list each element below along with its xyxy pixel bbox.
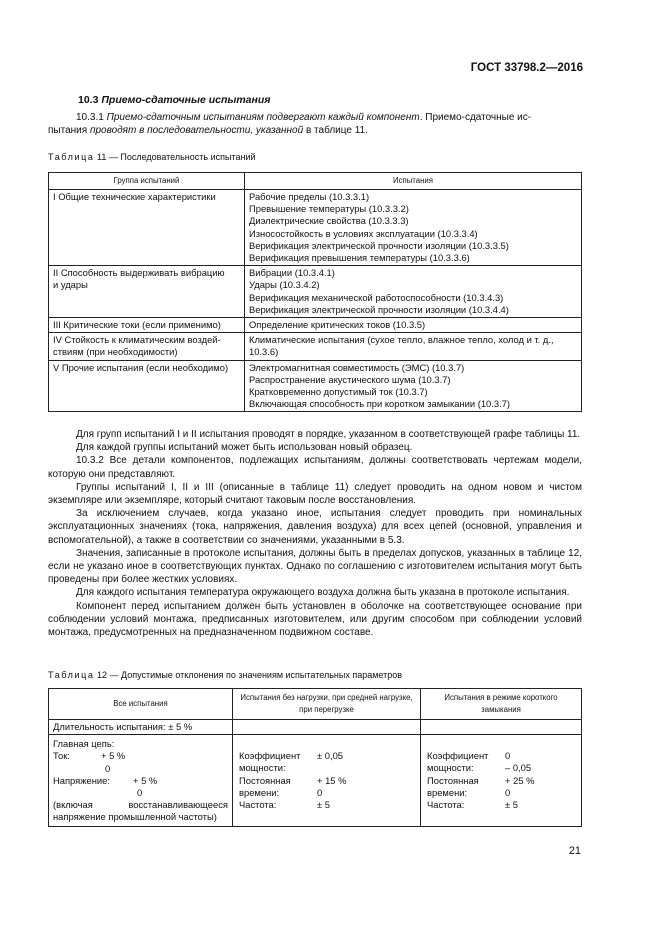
body-paragraph-text: Для каждой группы испытаний может быть использован новый образец. xyxy=(76,442,413,454)
table-row xyxy=(49,190,582,266)
current-tolerance-minus xyxy=(53,763,228,775)
group-cell xyxy=(49,333,245,360)
body-paragraph xyxy=(48,600,582,640)
freq-label: Частота: xyxy=(239,799,277,811)
main-circuit-title: Главная цепь: xyxy=(53,738,115,750)
group-line: II Способность выдерживать вибрацию xyxy=(53,267,225,279)
table-11-caption xyxy=(48,152,256,162)
body-paragraph xyxy=(48,507,582,547)
tc-label: Постоянная времени: xyxy=(239,774,291,798)
group-line: ствиям (при необходимости) xyxy=(53,346,178,358)
body-paragraph-text: Группы испытаний I, II и III (описанные в таблице 11) следует проводить на одном новом и чистом экземпляре или экземпляре, который считают таковым после восстановления. xyxy=(48,481,582,507)
body-paragraph-text: Компонент перед испытанием должен быть установлен в оболочке на соответствующее основание при соблюдении условий монтажа, предписанных изготовителем, или другим способом при соблюдении условий монтажа, предусмотренных на предназначенном подвижном составе. xyxy=(48,600,582,639)
table-row xyxy=(49,720,582,735)
tests-cell xyxy=(245,190,582,266)
pf-row xyxy=(427,750,577,774)
voltage-minus: 0 xyxy=(137,787,143,799)
table-row xyxy=(49,360,582,412)
table-11-header-group: Группа испытаний xyxy=(49,173,245,190)
test-line: Электромагнитная совместимость (ЭМС) (10.3.7) xyxy=(249,361,465,373)
pf-row xyxy=(239,750,416,774)
table-row xyxy=(49,735,582,826)
test-line: 10.3.6) xyxy=(249,346,279,358)
para-italic-a: Приемо-сдаточным испытаниям подвергают каждый компонент xyxy=(106,112,420,123)
freq-row xyxy=(239,799,416,811)
body-paragraph xyxy=(48,441,582,454)
group-line: IV Стойкость к климатическим воздей- xyxy=(53,334,221,346)
pf-value: ± 0,05 xyxy=(317,750,343,762)
body-paragraph xyxy=(48,547,582,587)
pf-value: 0 – 0,05 xyxy=(505,750,532,774)
test-line: Превышение температуры (10.3.3.2) xyxy=(249,203,409,215)
body-paragraph-text: Значения, записанные в протоколе испытания, должны быть в пределах допусков, указанных в таблице 12, если не указано иное в соответствующих пунктах. Однако по соглашению с изготовителем испытания могут быть проведены при более жестких условиях. xyxy=(48,547,582,586)
group-line: V Прочие испытания (если необходимо) xyxy=(53,361,229,373)
freq-label: Частота: xyxy=(427,799,465,811)
tc-value: + 15 % 0 xyxy=(317,774,347,798)
caption-text: 11 — Последовательность испытаний xyxy=(97,152,256,162)
current-minus: 0 xyxy=(105,762,111,774)
group-cell xyxy=(49,190,245,266)
current-plus: + 5 % xyxy=(101,750,126,762)
voltage-tolerance-minus xyxy=(53,787,228,799)
para-italic-b: проводят в последовательности, указанной xyxy=(89,125,304,137)
body-paragraph-text: 10.3.2 Все детали компонентов, подлежащих испытаниям, должны соответствовать чертежам модели, которую они представляют. xyxy=(48,455,582,480)
current-tolerance xyxy=(53,750,228,762)
table-row xyxy=(49,266,582,318)
test-line: Верификация превышения температуры (10.3.3.6) xyxy=(249,252,470,264)
test-line: Верификация электрической прочности изоляции (10.3.3.5) xyxy=(249,239,509,251)
body-paragraph xyxy=(48,586,582,599)
current-label: Ток: xyxy=(53,750,70,762)
table-12 xyxy=(48,688,582,827)
tc-label: Постоянная времени: xyxy=(427,774,479,798)
body-paragraph-text: Для каждого испытания температура окружающего воздуха должна быть указана в протоколе испытания. xyxy=(76,587,570,599)
body-paragraph xyxy=(48,481,582,507)
section-title: Приемо-сдаточные испытания xyxy=(101,94,271,106)
para-plain-a: . Приемо-сдаточные ис- xyxy=(419,112,532,123)
table-12-header-short-circuit: Испытания в режиме короткого замыкания xyxy=(421,689,582,720)
para-plain-c: в таблице 11. xyxy=(303,125,368,137)
body-paragraph-text: Для групп испытаний I и II испытания проводят в порядке, указанном в соответствующей графе таблицы 11. xyxy=(76,429,581,440)
tests-cell xyxy=(245,266,582,318)
caption-text: 12 — Допустимые отклонения по значениям испытательных параметров xyxy=(97,670,403,680)
test-line: Климатические испытания (сухое тепло, влажное тепло, холод и т. д., xyxy=(249,334,554,346)
section-number: 10.3 xyxy=(78,94,99,106)
test-line: Рабочие пределы (10.3.3.1) xyxy=(249,191,370,202)
duration-cell: Длительность испытания: ± 5 % xyxy=(49,720,233,735)
tests-cell xyxy=(245,318,582,333)
freq-value: ± 5 xyxy=(317,799,330,811)
freq-row xyxy=(427,799,577,811)
table-row xyxy=(49,333,582,360)
body-paragraph-text: За исключением случаев, когда указано иное, испытания следует проводить при номинальных эксплуатационных значениях (тока, напряжения, давления воздуха) для всех цепей (основной, управления и вспомогательной), а также в соответствии со значениями, указанными в 5.3. xyxy=(48,508,582,546)
test-line: Диэлектрические свойства (10.3.3.3) xyxy=(249,215,409,227)
main-circuit-cell xyxy=(49,735,233,826)
test-line: Верификация механической работоспособности (10.3.4.3) xyxy=(249,291,504,303)
test-line: Кратковременно допустимый ток (10.3.7) xyxy=(249,386,428,398)
no-load-cell xyxy=(233,735,421,826)
group-cell xyxy=(49,318,245,333)
page-number: 21 xyxy=(568,845,581,857)
group-line: и удары xyxy=(53,279,88,291)
section-heading xyxy=(78,94,270,106)
group-line: III Критические токи (если применимо) xyxy=(53,319,221,331)
voltage-plus: + 5 % xyxy=(133,774,158,786)
tc-row xyxy=(427,775,577,799)
tests-cell xyxy=(245,360,582,412)
caption-label: Таблица xyxy=(48,670,95,680)
table-12-header-all: Все испытания xyxy=(49,689,233,720)
pf-label: Коэффициент мощности: xyxy=(239,750,301,774)
test-line: Определение критических токов (10.3.5) xyxy=(249,319,426,331)
group-cell xyxy=(49,360,245,412)
table-11 xyxy=(48,172,582,412)
voltage-label: Напряжение: xyxy=(53,774,110,786)
caption-label: Таблица xyxy=(48,152,95,162)
paragraph-10-3-1 xyxy=(48,111,582,137)
pf-label: Коэффициент мощности: xyxy=(427,750,489,774)
test-line: Износостойкость в условиях эксплуатации (10.3.3.4) xyxy=(249,227,478,239)
test-line: Распространение акустического шума (10.3.7) xyxy=(249,373,451,385)
empty-cell xyxy=(421,720,582,735)
standard-code: ГОСТ 33798.2—2016 xyxy=(470,62,583,74)
test-line: Удары (10.3.4.2) xyxy=(249,279,320,291)
table-11-header-tests: Испытания xyxy=(245,173,582,190)
voltage-tolerance xyxy=(53,775,228,787)
main-circuit-note: (включая восстанавливающееся напряжение промышленной частоты) xyxy=(53,799,228,823)
body-paragraph xyxy=(48,428,582,441)
tests-cell xyxy=(245,333,582,360)
short-circuit-cell xyxy=(421,735,582,826)
test-line: Включающая способность при коротком замыкании (10.3.7) xyxy=(249,398,511,410)
para-number: 10.3.1 xyxy=(76,112,104,123)
freq-value: ± 5 xyxy=(505,799,518,811)
test-line: Верификация электрической прочности изоляции (10.3.4.4) xyxy=(249,303,509,315)
body-paragraph xyxy=(48,454,582,480)
tc-row xyxy=(239,775,416,799)
tc-value: + 25 % 0 xyxy=(505,774,535,798)
para-plain-b: пытания xyxy=(48,125,90,137)
group-line: I Общие технические характеристики xyxy=(53,191,216,202)
table-row xyxy=(49,318,582,333)
group-cell xyxy=(49,266,245,318)
table-12-header-no-load: Испытания без нагрузки, при средней нагрузке, при перегрузке xyxy=(233,689,421,720)
body-text xyxy=(48,428,582,639)
empty-cell xyxy=(233,720,421,735)
test-line: Вибрации (10.3.4.1) xyxy=(249,267,335,279)
table-12-caption xyxy=(48,670,402,680)
